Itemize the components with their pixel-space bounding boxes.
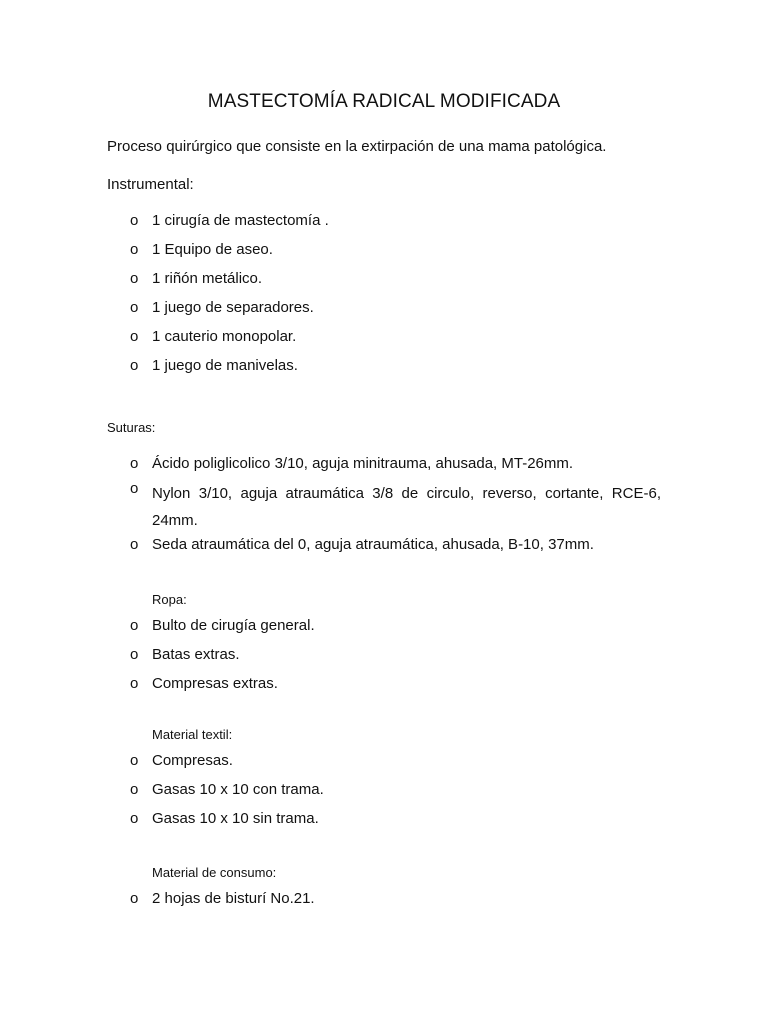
list-item [107,617,315,646]
bullet-glyph: o [130,810,139,827]
suturas-list [107,455,661,565]
list-item [107,328,329,357]
instrumental-heading: Instrumental: [107,176,194,193]
bullet-glyph: o [130,752,139,769]
bullet-glyph: o [130,890,139,907]
list-item-text: 2 hojas de bisturí No.21. [152,890,315,907]
list-item-text: 1 juego de manivelas. [152,357,298,374]
document-title: MASTECTOMÍA RADICAL MODIFICADA [207,91,561,112]
list-item-text: 1 Equipo de aseo. [152,241,273,258]
ropa-list [107,617,315,704]
list-item-text: Gasas 10 x 10 con trama. [152,781,324,798]
intro-paragraph: Proceso quirúrgico que consiste en la extirpación de una mama patológica. [107,138,607,155]
list-item [107,675,315,704]
list-item-text: Nylon 3/10, aguja atraumática 3/8 de circulo, reverso, cortante, RCE-6, 24mm. [152,485,661,529]
list-item [107,480,661,536]
bullet-glyph: o [130,357,139,374]
bullet-glyph: o [130,270,139,287]
list-item-text: Seda atraumática del 0, aguja atraumática, ahusada, B-10, 37mm. [152,536,594,553]
list-item-text: Gasas 10 x 10 sin trama. [152,810,319,827]
bullet-glyph: o [130,617,139,634]
bullet-glyph: o [130,675,139,692]
list-item [107,781,324,810]
list-item-text: Compresas. [152,752,233,769]
list-item [107,212,329,241]
bullet-glyph: o [130,455,139,472]
list-item-text: 1 cauterio monopolar. [152,328,297,345]
list-item [107,752,324,781]
list-item-text: Batas extras. [152,646,240,663]
bullet-glyph: o [130,536,139,553]
list-item-text: 1 cirugía de mastectomía . [152,212,329,229]
list-item [107,241,329,270]
bullet-glyph: o [130,646,139,663]
list-item-text: Ácido poliglicolico 3/10, aguja minitrauma, ahusada, MT-26mm. [152,455,574,472]
suturas-heading: Suturas: [107,420,156,435]
bullet-glyph: o [130,299,139,316]
list-item [107,270,329,299]
instrumental-list [107,212,329,386]
material-consumo-list [107,890,315,919]
list-item [107,357,329,386]
bullet-glyph: o [130,781,139,798]
bullet-glyph: o [130,480,139,497]
bullet-glyph: o [130,241,139,258]
bullet-glyph: o [130,328,139,345]
material-textil-list [107,752,324,839]
list-item [107,299,329,328]
bullet-glyph: o [130,212,139,229]
list-item [107,646,315,675]
ropa-heading: Ropa: [152,592,187,607]
list-item-text: 1 juego de separadores. [152,299,314,316]
list-item [107,536,661,565]
list-item-text: 1 riñón metálico. [152,270,263,287]
list-item-text: Compresas extras. [152,675,278,692]
material-consumo-heading: Material de consumo: [152,865,277,880]
list-item-text: Bulto de cirugía general. [152,617,315,634]
material-textil-heading: Material textil: [152,727,233,742]
list-item [107,890,315,919]
list-item [107,810,324,839]
